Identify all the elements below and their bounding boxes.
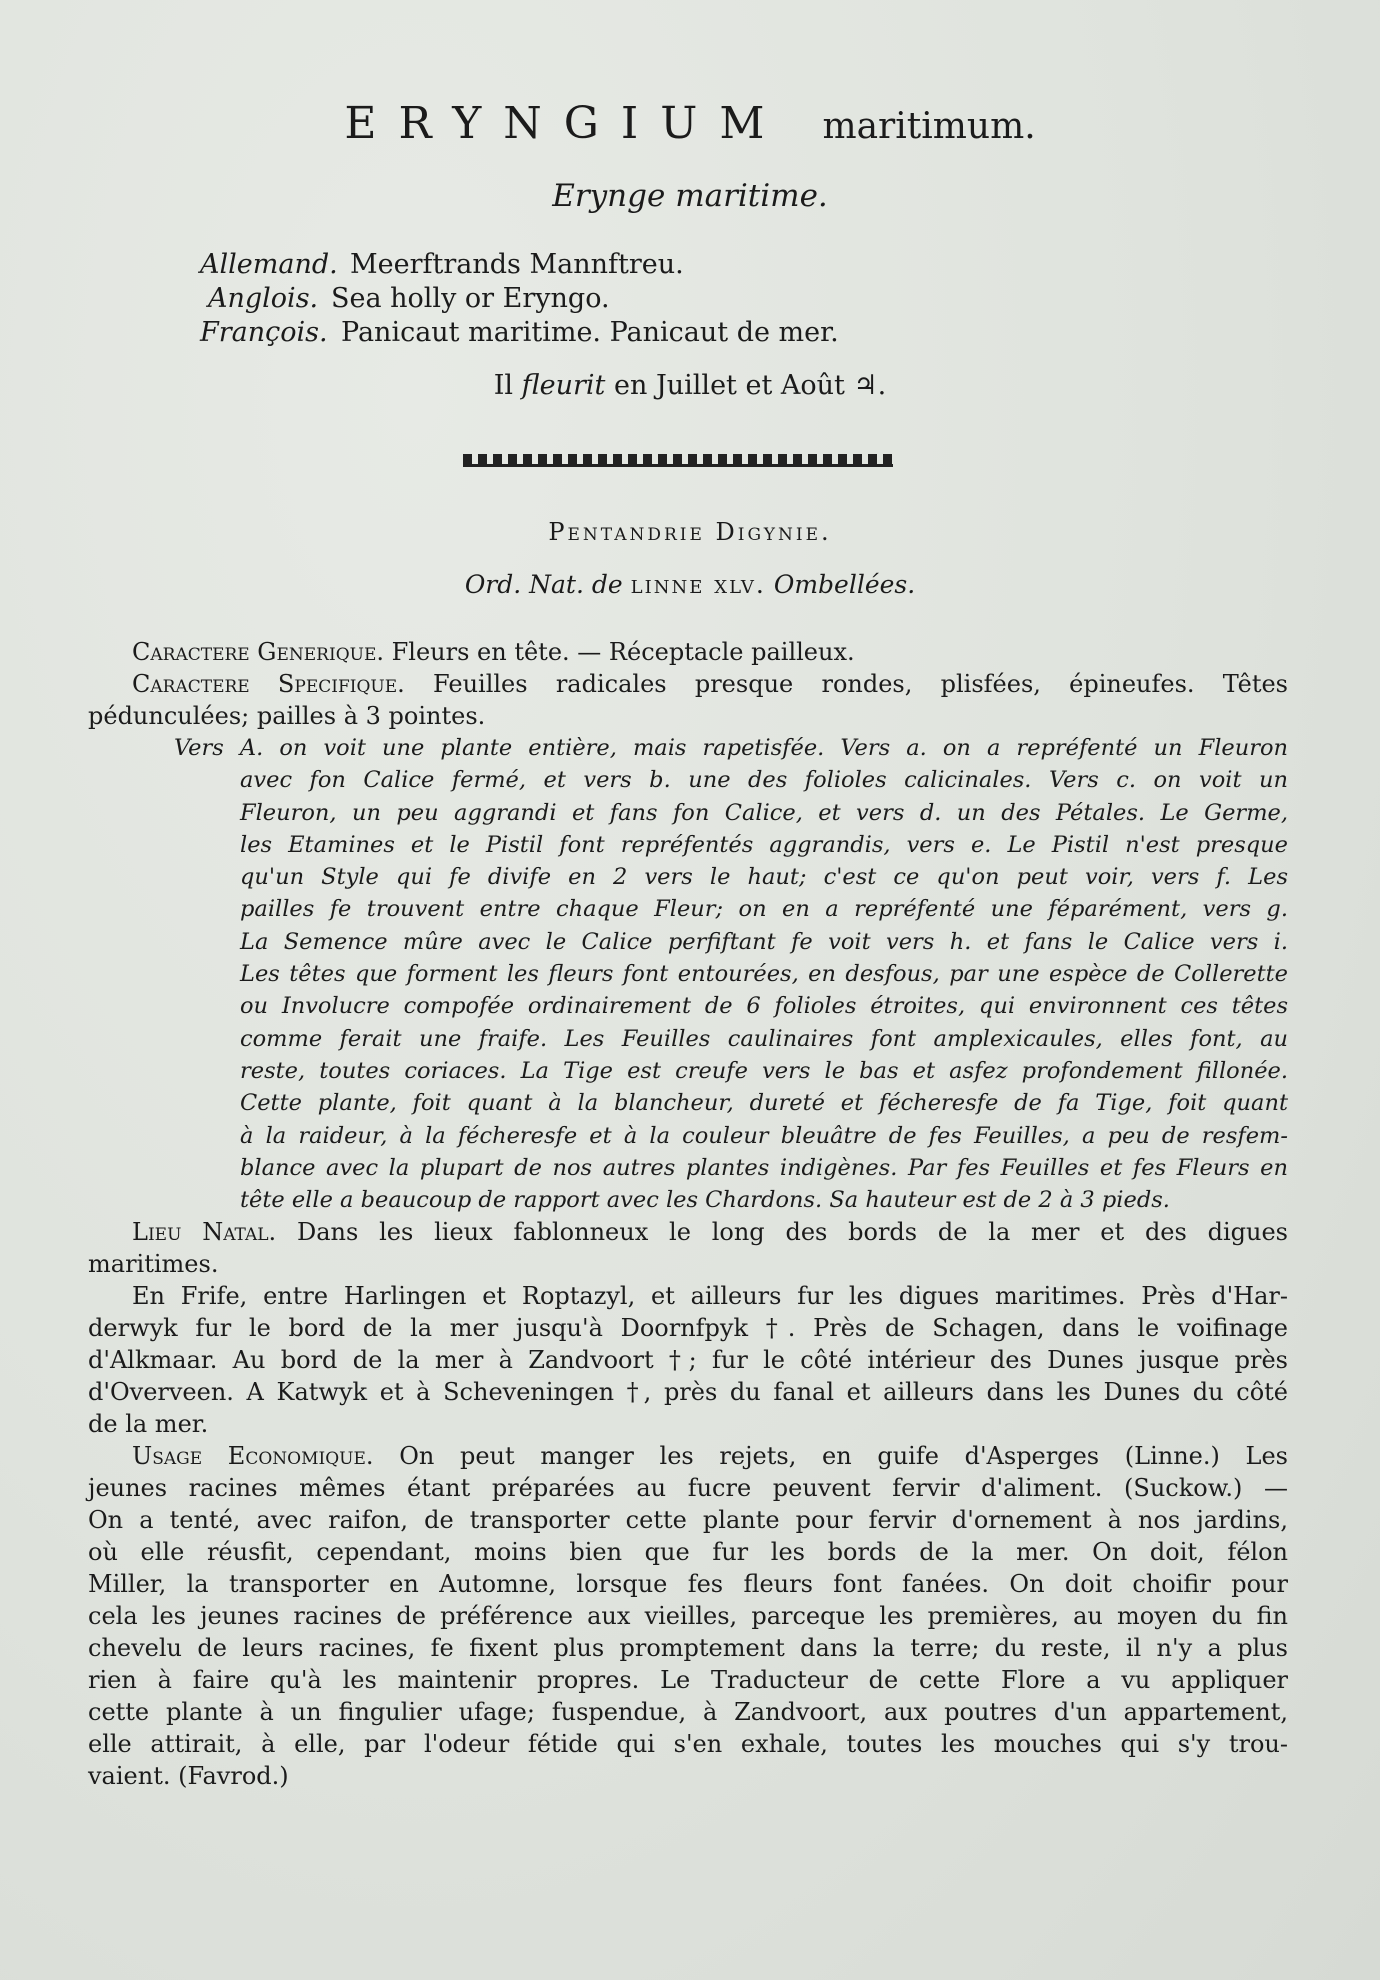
- economic-label: Usage Economique.: [132, 1442, 400, 1471]
- economic-line: cela les jeunes racines de préférence aux vieilles, parceque les premières, au moyen du fin: [88, 1602, 1288, 1631]
- common-names-list: [200, 248, 839, 350]
- specific-character-cont: pédunculées; pailles à 3 pointes.: [88, 702, 486, 730]
- flowering-verb: fleurit: [521, 370, 606, 401]
- description-line: Cette plante, foit quant à la blancheur, dureté et fécheresfe de fa Tige, foit quant: [240, 1090, 1288, 1117]
- economic-text: On peut manger les rejets, en guife d'Asperges (Linne.) Les: [399, 1442, 1288, 1471]
- economic-line: [88, 1440, 1288, 1472]
- page-title: [0, 98, 1380, 149]
- specific-text: Feuilles radicales presque rondes, plisfées, épineufes. Têtes: [433, 670, 1288, 698]
- description-line: reste, toutes coriaces. La Tige est creufe vers le bas et asfez profondement fillonée.: [240, 1057, 1288, 1084]
- description-line: blance avec la plupart de nos autres plantes indigènes. Par fes Feuilles et fes Fleurs en: [240, 1154, 1288, 1181]
- specific-character: [88, 668, 1288, 700]
- generic-character: [88, 636, 1288, 668]
- plate-description: [174, 732, 1288, 1216]
- economic-line: chevelu de leurs racines, fe fixent plus promptement dans la terre; du reste, il n'y a plus: [88, 1634, 1288, 1663]
- main-text: [88, 636, 1288, 1792]
- economic-line: On a tenté, avec raifon, de transporter cette plante pour fervir d'ornement à nos jardins,: [88, 1506, 1288, 1535]
- description-line: à la raideur, à la fécheresfe et à la couleur bleuâtre de fes Feuilles, a peu de resfem-: [240, 1122, 1288, 1149]
- economic-line: rien à faire qu'à les maintenir propres. Le Traducteur de cette Flore a vu appliquer: [88, 1666, 1288, 1695]
- order-name: linne xlv.: [630, 570, 766, 599]
- flowering-period: [0, 370, 1380, 401]
- common-name-row: [208, 282, 839, 316]
- description-line: Vers A. on voit une plante entière, mais rapetisfée. Vers a. on a repréfenté un Fleuron: [174, 735, 1288, 761]
- localities: [88, 1280, 1288, 1440]
- economic-line: où elle réusfit, cependant, moins bien que fur les bords de la mer. On doit, félon: [88, 1538, 1288, 1567]
- economic-line: vaient. (Favrod.): [88, 1762, 289, 1791]
- common-name-row: [200, 248, 839, 282]
- ornamental-divider: [463, 454, 893, 467]
- economic-line: elle attirait, à elle, par l'odeur fétide qui s'en exhale, toutes les mouches qui s'y trou-: [88, 1730, 1288, 1759]
- description-line: qu'un Style qui fe divife en 2 vers le haut; c'est ce qu'on peut voir, vers f. Les: [240, 864, 1288, 891]
- linnaean-class: Pentandrie Digynie.: [548, 518, 832, 546]
- common-name: Panicaut maritime. Panicaut de mer.: [341, 317, 839, 348]
- genus-name: ERYNGIUM: [344, 98, 787, 149]
- order-family: Ombellées.: [773, 570, 916, 599]
- language-label: François.: [200, 317, 328, 348]
- locality-line: En Frife, entre Harlingen et Roptazyl, et ailleurs fur les digues maritimes. Près d'Har-: [132, 1282, 1288, 1311]
- order-prefix: Ord. Nat. de: [464, 570, 623, 599]
- generic-text: Fleurs en tête. — Réceptacle pailleux.: [391, 638, 855, 666]
- locality-line: derwyk fur le bord de la mer jusqu'à Doornfpyk †. Près de Schagen, dans le voifinage: [88, 1314, 1288, 1343]
- flowering-months: en Juillet et Août ♃.: [614, 370, 887, 401]
- description-line: tête elle a beaucoup de rapport avec les Chardons. Sa hauteur est de 2 à 3 pieds.: [240, 1187, 1170, 1214]
- natural-order: [0, 570, 1380, 599]
- economic-line: cette plante à un fingulier ufage; fuspendue, à Zandvoort, aux poutres d'un appartement,: [88, 1698, 1288, 1727]
- habitat: [88, 1216, 1288, 1248]
- habitat-label: Lieu Natal.: [132, 1218, 277, 1247]
- locality-line: d'Alkmaar. Au bord de la mer à Zandvoort †; fur le côté intérieur des Dunes jusque près: [88, 1346, 1288, 1375]
- description-line: avec fon Calice fermé, et vers b. une des folioles calicinales. Vers c. on voit un: [240, 767, 1288, 794]
- economic-line: jeunes racines mêmes étant préparées au fucre peuvent fervir d'aliment. (Suckow.) —: [88, 1474, 1288, 1503]
- economic-use: [88, 1440, 1288, 1792]
- french-common-name: Erynge maritime.: [552, 178, 828, 214]
- description-line: ou Involucre compofée ordinairement de 6 folioles étroites, qui environnent ces têtes: [240, 993, 1288, 1020]
- common-name-row: [200, 316, 839, 350]
- locality-line: d'Overveen. A Katwyk et à Scheveningen †, près du fanal et ailleurs dans les Dunes du côté: [88, 1378, 1288, 1407]
- description-line: La Semence mûre avec le Calice perfiftant fe voit vers h. et fans le Calice vers i.: [240, 928, 1288, 955]
- description-line: pailles fe trouvent entre chaque Fleur; on en a repréfenté une féparément, vers g.: [240, 896, 1288, 923]
- common-name: Sea holly or Eryngo.: [331, 283, 610, 314]
- language-label: Anglois.: [208, 283, 319, 314]
- habitat-text: Dans les lieux fablonneux le long des bords de la mer et des digues: [296, 1218, 1288, 1247]
- common-name: Meerftrands Mannftreu.: [350, 249, 684, 280]
- generic-label: Caractere Generique.: [132, 638, 384, 666]
- economic-line: Miller, la transporter en Automne, lorsque fes fleurs font fanées. On doit choifir pour: [88, 1570, 1288, 1599]
- locality-line: de la mer.: [88, 1410, 209, 1439]
- description-line: comme ferait une fraife. Les Feuilles caulinaires font amplexicaules, elles font, au: [240, 1025, 1288, 1052]
- specific-label: Caractere Specifique.: [132, 670, 405, 698]
- habitat-cont: maritimes.: [88, 1250, 219, 1279]
- description-line: Les têtes que forment les fleurs font entourées, en desfous, par une espèce de Collerette: [240, 961, 1288, 988]
- description-line: Fleuron, un peu aggrandi et fans fon Calice, et vers d. un des Pétales. Le Germe,: [240, 799, 1288, 826]
- language-label: Allemand.: [200, 249, 338, 280]
- species-name: maritimum.: [822, 106, 1036, 147]
- flowering-pre: Il: [493, 370, 514, 401]
- description-line: les Etamines et le Pistil font repréfentés aggrandis, vers e. Le Pistil n'est presque: [240, 831, 1288, 858]
